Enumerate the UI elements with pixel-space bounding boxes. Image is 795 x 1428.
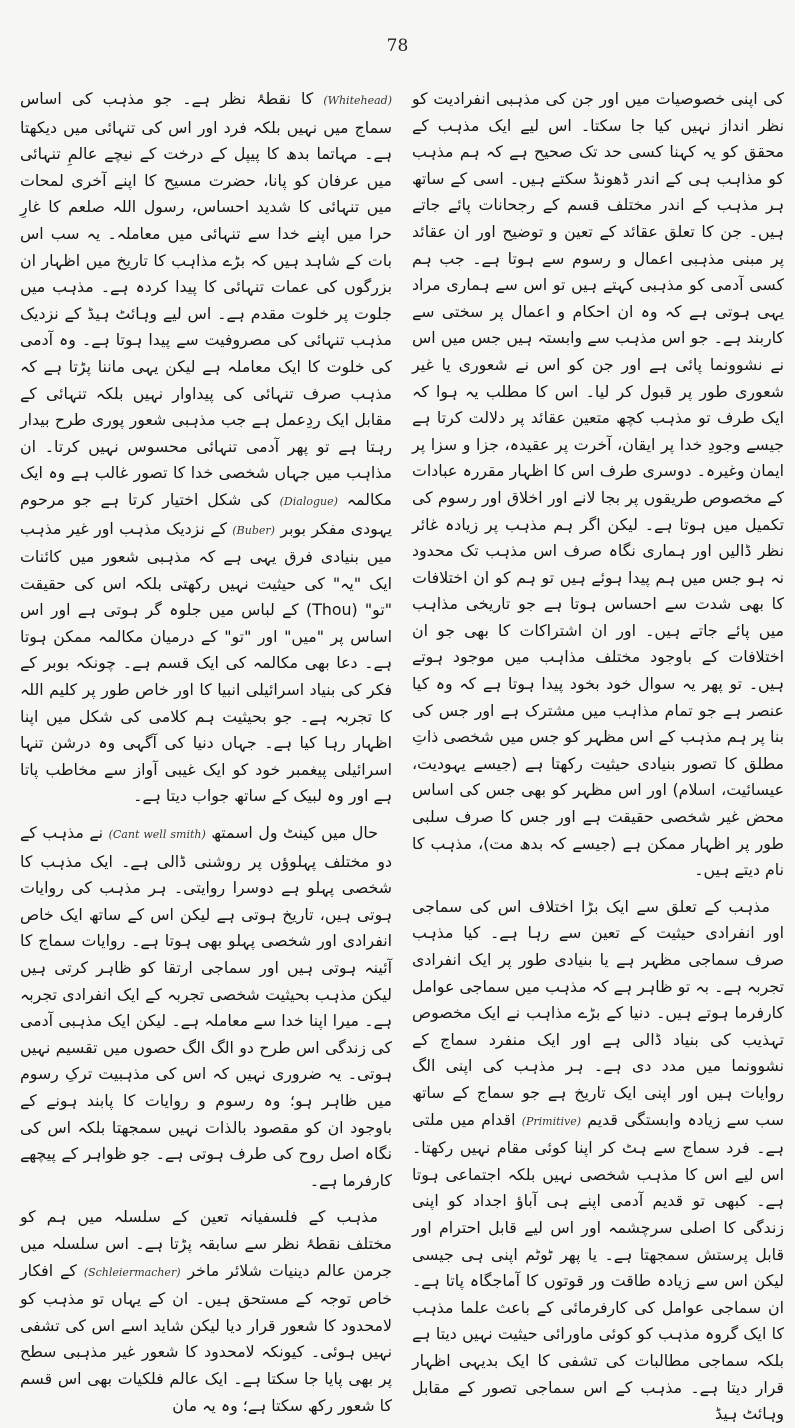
term-whitehead: (Whitehead)	[323, 94, 392, 107]
paragraph-text: مذہب کے تعلق سے ایک بڑا اختلاف اس کی سماجی اور انفرادی حیثیت کے تعین سے رہا ہے۔ کیا مذہب صرف سماجی مظہر ہے یا بنیادی طور پر ایک انفرادی تجربہ ہے۔ بہ تو ظاہر ہے کہ مذہب میں سماجی عوامل کارفرما ہوتے ہیں۔ دنیا کے بڑے مذاہب نے ایک مخصوص تہذیب کی بنیاد ڈالی ہے اور ایک منفرد سماج کے نشوونما میں مدد دی ہے۔ ہر مذہب کی اپنی الگ روایات ہیں اور اپنی ایک تاریخ ہے جو سماج کے ساتھ سب سے زیادہ وابستگی قدیم	[412, 896, 785, 1129]
left-column	[20, 86, 392, 1415]
paragraph-text: حال میں کینٹ ول اسمتھ	[211, 823, 378, 843]
term-cantwell-smith: (Cant well smith)	[108, 828, 206, 842]
term-buber: (Buber)	[232, 523, 275, 537]
term-dialogue: (Dialogue)	[279, 494, 338, 508]
paragraph-text: کا نقطۂ نظر ہے۔ جو مذہب کی اساس سماج میں نہیں بلکہ فرد اور اس کی تنہائی میں دیکھتا ہے۔ مہاتما بدھ کا پیپل کے درخت کے نیچے عالمِ تنہائی میں عرفان کو پانا، حضرت مسیح کا اپنے آخری لمحات میں تنہائی کا شدید احساس، رسول اللہ صلعم کا غارِ حرا میں اپنے خدا سے تنہائی میں معاملہ۔ یہ سب اس بات کے شاہد ہیں کہ بڑے مذاہب کا تاریخ میں اظہار ان بزرگوں کی عمات تنہائی کا پیدا کردہ ہے۔ مذہب میں جلوت پر خلوت مقدم ہے۔ اس لیے وہائٹ ہیڈ کے نزدیک مذہب تنہائی کی مصروفیت سے پیدا ہوتا ہے۔ وہ آدمی کی خلوت کا ایک معاملہ ہے لیکن یہی ماننا پڑتا ہے کہ مذہب صرف تنہائی کی پیداوار نہیں بلکہ تنہائی کے مقابل ایک ردِعمل ہے جب مذہبی شعور پوری طرح بیدار رہتا ہے تو پھر آدمی تنہائی محسوس نہیں کرتا۔ ان مذاہب میں جہاں شخصی خدا کا تصور غالب ہے وہ ایک مکالمہ	[20, 89, 392, 509]
paragraph-text: اقدام میں ملتی ہے۔ فرد سماج سے ہٹ کر اپنا کوئی مقام نہیں رکھتا۔ اس لیے اس کا مذہب شخصی نہیں بلکہ اجتماعی ہوتا ہے۔ کبھی تو قدیم آدمی اپنے ہی آباؤ اجداد کو اپنی زندگی کا اصلی سرچشمہ اور اس لیے قابل احترام اور قابل پرستش سمجھتا ہے۔ یا پھر ٹوٹم اپنی ہی جیسی لیکن اس سے زیادہ طاقت ور قوتوں کا آماجگاہ پاتا ہے۔ ان سماجی عوامل کی کارفرمائی کے باعث علما مذہب کا ایک گروہ مذہب کو کوئی ماورائی حیثیت نہیں دیتا ہے بلکہ سماجی مطالبات کی تشفی کا ایک بدیہی اظہار قرار دیتا ہے۔ مذہب کے اس سماجی تصور کے مقابل وہائٹ ہیڈ	[412, 1109, 784, 1424]
paragraph-text: کے نزدیک مذہب اور غیر مذہب میں بنیادی فرق یہی ہے کہ مذہبی شعور میں کائنات ایک "یہ" کی حیثیت نہیں رکھتی بلکہ اس کی حقیقت "تو" (Thou) کے لباس میں جلوہ گر ہوتی ہے اور اس اساس پر "میں" اور "تو" کے درمیان مکالمہ ممکن ہوتا ہے۔ دعا بھی مکالمہ کی ایک قسم ہے۔ چونکہ بوبر کے فکر کی بنیاد اسرائیلی انبیا کا اور خاص طور پر کلیم اللہ کا تجربہ ہے۔ جو بحیثیت ہم کلامی کی شکل میں اپنا اظہار رہا کیا ہے۔ جہاں دنیا کی آگہی وہ درشن تنہا اسرائیلی پیغمبر خود کو ایک غیبی آواز سے مخاطب پاتا ہے اور وہ لبیک کے ساتھ جواب دیتا ہے۔	[20, 518, 392, 806]
paragraph-schleiermacher	[20, 1204, 392, 1419]
paragraph-text: کے افکار خاص توجہ کے مستحق ہیں۔ ان کے یہاں تو مذہب کو لامحدود کا شعور قرار دیا لیکن شاید اسے اس کی تشفی نہیں ہوئی۔ کیونکہ لامحدود کا شعور غیر مذہبی سطح پر بھی پایا جا سکتا ہے۔ ایک عالم فلکیات بھی اس قسم کا شعور رکھ سکتا ہے؛ وہ یہ مان	[20, 1260, 392, 1415]
paragraph-social-vs-individual	[412, 894, 784, 1428]
paragraph-text: کی شکل اختیار کرتا ہے جو مرحوم یہودی مفکر بوبر	[20, 489, 392, 538]
right-column	[412, 86, 785, 1424]
paragraph-text: مذہب کے فلسفیانہ تعین کے سلسلہ میں ہم کو مختلف نقطۂ نظر سے سابقہ پڑتا ہے۔ اس سلسلہ میں جرمن عالم دینیات شلائر ماخر	[20, 1207, 392, 1280]
paragraph-text: نے مذہب کے دو مختلف پہلوؤں پر روشنی ڈالی ہے۔ ایک مذہب کا شخصی پہلو ہے دوسرا روایتی۔ ہر مذہب کی روایات ہوتی ہیں، تاریخ ہوتی ہے لیکن اس کے ساتھ ایک خاص انفرادی اور شخصی پہلو بھی ہوتا ہے۔ روایات سماج کا آئینہ ہوتی ہیں اور سماجی ارتقا کو ظاہر کرتی ہیں لیکن مذہب بحیثیت شخصی تجربہ کے ایک انفرادی تجربہ ہے۔ میرا اپنا خدا سے معاملہ ہے۔ لیکن ایک مذہبی آدمی کی زندگی اس طرح دو الگ الگ حصوں میں تقسیم نہیں ہوتی۔ یہ ضروری نہیں کہ اس کی مذہبیت ترکِ رسوم میں ظاہر ہو؛ وہ رسوم و روایات کا پابند ہونے کے باوجود ان کو مقصود بالذات نہیں سمجھتا بلکہ اس کی نگاہ اصل روح کی طرف ہوتی ہے۔ جو ظواہر کے پیچھے کارفرما ہے۔	[20, 823, 392, 1190]
page-number: 78	[386, 36, 409, 56]
paragraph-religious-particularity: کی اپنی خصوصیات میں اور جن کی مذہبی انفرادیت کو نظر انداز نہیں کیا جا سکتا۔ اس لیے ایک مذہب کے محقق کو یہ کہنا کسی حد تک صحیح ہے کہ ہم مذہب کو مذاہب ہی کے اندر ڈھونڈ سکتے ہیں۔ اسی کے ساتھ ہر مذہب کے اندر مختلف قسم کے رجحانات پائے جاتے ہیں۔ جن کا تعلق عقائد کے تعین و توضیح اور ان عقائد پر مبنی مذہبی اعمال و رسوم سے ہوتا ہے۔ جب ہم کسی آدمی کو مذہبی کہتے ہیں تو اس سے ہماری مراد یہی ہوتی ہے کہ وہ ان احکام و اعمال پر سختی سے کاربند ہے۔ جو اس مذہب سے وابستہ ہیں جس میں اس نے نشوونما پائی ہے اور جن کو اس نے شعوری یا غیر شعوری طور پر قبول کر لیا۔ اس کا مطلب یہ ہوا کہ ایک طرف تو مذہب کچھ متعین عقائد پر دلالت کرتا ہے جیسے وجودِ خدا پر ایقان، آخرت پر عقیدہ، جزا و سزا پر ایمان وغیرہ۔ دوسری طرف اس کا اظہار مقررہ عبادات کے مخصوص طریقوں پر بجا لانے اور اخلاق اور رسوم کی تکمیل میں ہوتا ہے۔ لیکن اگر ہم مذہب پر زیادہ غائر نظر ڈالیں اور ہماری نگاہ صرف اس مذہب تک محدود نہ ہو جس میں ہم پیدا ہوئے ہیں تو ہم کو ان اختلافات کا بھی شدت سے احساس ہوتا ہے جو تاریخی مذاہب میں پائے جاتے ہیں۔ اور ان اشتراکات کا بھی جو ان اختلافات کے باوجود مختلف مذاہب میں موجود ہوتے ہیں۔ تو پھر یہ سوال خود بخود پیدا ہوتا ہے کہ وہ کیا عنصر ہے جو تمام مذاہب میں مشترک ہے اور جس کی بنا پر ہم مذہب کے اس مظہر کو جس میں شخصی ذاتِ مطلق کا تصور بنیادی حیثیت رکھتا ہے (جیسے یہودیت، عیسائیت، اسلام) اور اس مظہر کو بھی جس کی اساس محض غیر شخصی حقیقت ہے اور جس کا صرف سلبی طور پر اظہار ممکن ہے (جیسے کہ بدھ مت)، مذہب کا نام دیتے ہیں۔	[412, 89, 784, 880]
term-primitive: (Primitive)	[521, 1114, 582, 1128]
term-schleiermacher: (Schleiermacher)	[83, 1265, 181, 1279]
paragraph-whitehead-solitude	[20, 86, 392, 810]
paragraph-cantwell-smith	[20, 820, 392, 1194]
